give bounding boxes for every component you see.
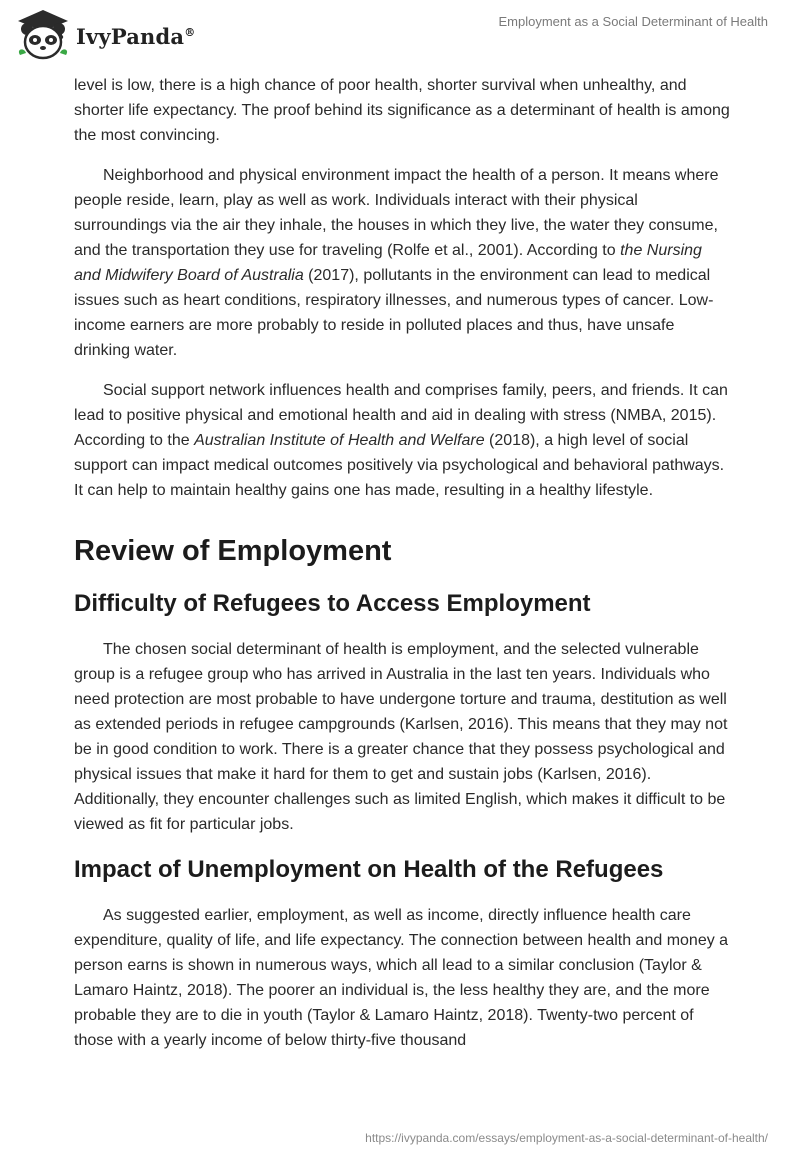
document-title: Employment as a Social Determinant of Health [498,14,768,29]
brand-name: IvyPanda® [76,23,196,49]
panda-logo-icon [14,7,72,65]
paragraph-chosen-determinant: The chosen social determinant of health is employment, and the selected vulnerable group is a refugee group who has arrived in Australia in the last ten years. Individuals who need protection are most probable to have undergone torture and trauma, destitution as well as extended periods in refugee campgrounds (Karlsen, 2016). This means that they may not be in good condition to work. There is a greater chance that they possess psychological and physical issues that make it hard for them to get and sustain jobs (Karlsen, 2016). Additionally, they encounter challenges such as limited English, which makes it difficult to be viewed as fit for particular jobs. [74,641,728,833]
article-body [74,70,730,1053]
paragraph-social-support: Social support network influences health and comprises family, peers, and friends. It can lead to positive physical and emotional health and aid in dealing with stress (NMBA, 2015). According to the Australian Institute of Health and Welfare (2018), a high level of social support can impact medical outcomes positively via psychological and behavioral pathways. It can help to maintain healthy gains one has made, resulting in a healthy lifestyle. [74,382,728,499]
heading-review-of-employment: Review of Employment [74,535,392,567]
paragraph-health-level: level is low, there is a high chance of poor health, shorter survival when unhealthy, and shorter life expectancy. The proof behind its significance as a determinant of health is among the most convincing. [74,77,730,144]
heading-impact-of-unemployment: Impact of Unemployment on Health of the Refugees [74,856,664,883]
source-url[interactable]: https://ivypanda.com/essays/employment-as-a-social-determinant-of-health/ [365,1131,768,1145]
paragraph-neighborhood: Neighborhood and physical environment impact the health of a person. It means where people reside, learn, play as well as work. Individuals interact with their physical surroundings via the air they inhale, the houses in which they live, the water they consume, and the transportation they use for traveling (Rolfe et al., 2001). According to the Nursing and Midwifery Board of Australia (2017), pollutants in the environment can lead to medical issues such as heart conditions, respiratory illnesses, and numerous types of cancer. Low-income earners are more probably to reside in polluted places and thus, have unsafe drinking water. [74,167,719,359]
paragraph-employment-income: As suggested earlier, employment, as well as income, directly influence health care expenditure, quality of life, and life expectancy. The connection between health and money a person earns is shown in numerous ways, which all lead to a similar conclusion (Taylor & Lamaro Haintz, 2018). The poorer an individual is, the less healthy they are, and the more probable they are to die in youth (Taylor & Lamaro Haintz, 2018). Twenty-two percent of those with a yearly income of below thirty-five thousand [74,907,729,1049]
brand-logo[interactable] [14,6,195,66]
heading-difficulty-of-refugees: Difficulty of Refugees to Access Employment [74,590,591,617]
page-header [0,0,800,70]
